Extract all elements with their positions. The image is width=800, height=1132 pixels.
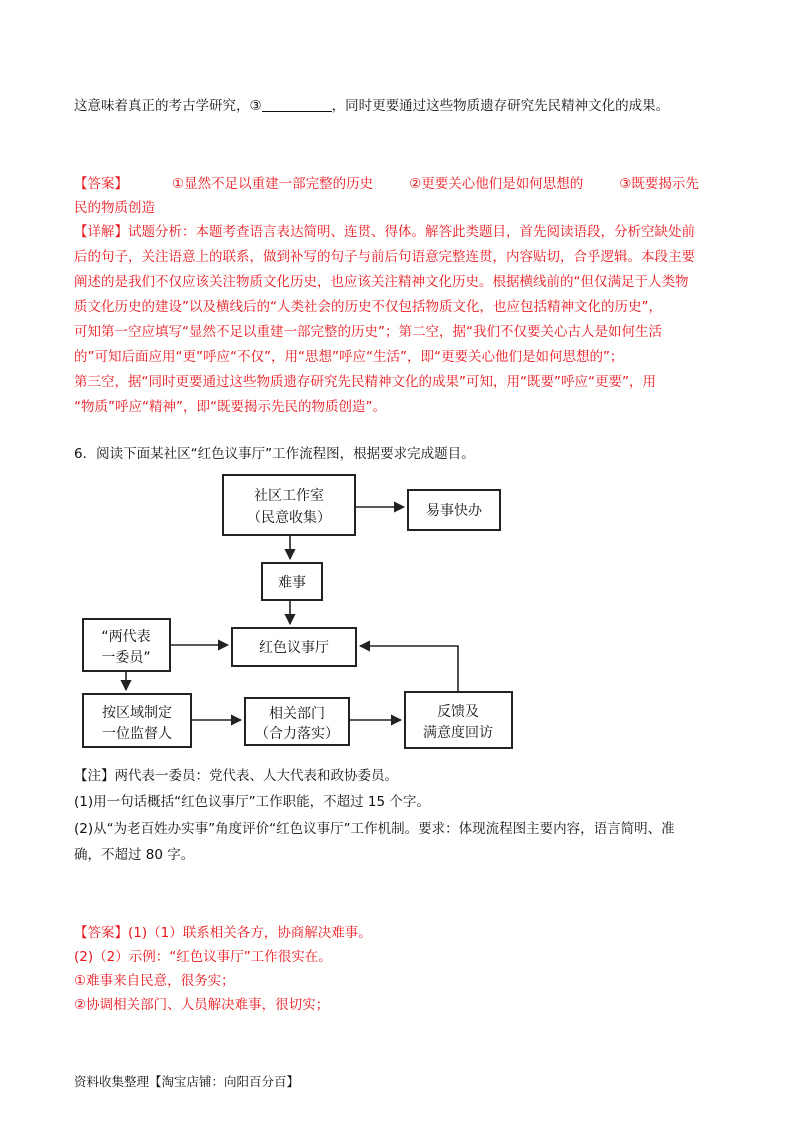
sub-question-1: (1)用一句话概括“红色议事厅”工作职能，不超过 15 个字。 <box>74 794 430 810</box>
dept-label-1: 相关部门 <box>269 706 325 722</box>
detail-line: 后的句子，关注语意上的联系，做到补写的句子与前后句语意完整连贯，内容贴切，合乎逻辑。本段主要 <box>74 249 695 265</box>
intro-prefix: 这意味着真正的考古学研究， <box>74 98 250 114</box>
sub-question-2-line-1: (2)从“为老百姓办实事”角度评价“红色议事厅”工作机制。要求：体现流程图主要内容，语言简明、准 <box>74 821 675 837</box>
blank-marker: ③ <box>249 98 262 114</box>
rep-label-1: “两代表 <box>101 629 151 645</box>
detail-line: “物质”呼应“精神”，即“既要揭示先民的物质创造”。 <box>74 399 386 415</box>
arrow-feedback-to-hall <box>360 646 458 692</box>
supervisor-label-1: 按区域制定 <box>102 705 172 721</box>
supervisor-label-2: 一位监督人 <box>102 726 172 742</box>
answer2-line: ①难事来自民意，很务实； <box>74 973 235 989</box>
answer-label: 【答案】 <box>74 176 128 192</box>
sub-question-2-line-2: 确，不超过 80 字。 <box>74 847 195 863</box>
detail-line: 阐述的是我们不仅应该关注物质文化历史，也应该关注精神文化历史。根据横线前的“但仅满足于人类物 <box>74 274 689 290</box>
answer-line-2: 民的物质创造 <box>74 200 155 216</box>
note: 【注】两代表一委员：党代表、人大代表和政协委员。 <box>74 768 398 784</box>
intro-suffix: ，同时更要通过这些物质遗存研究先民精神文化的成果。 <box>331 98 670 114</box>
answer-item-1: ①显然不足以重建一部完整的历史 <box>172 176 374 192</box>
answer2-line: (2)（2）示例：“红色议事厅”工作很实在。 <box>74 949 332 965</box>
hall-label: 红色议事厅 <box>259 640 329 656</box>
office-label-2: （民意收集） <box>247 510 331 526</box>
dept-label-2: （合力落实） <box>255 726 339 742</box>
question-6: 6．阅读下面某社区“红色议事厅”工作流程图，根据要求完成题目。 <box>74 446 475 462</box>
answer2-line: ②协调相关部门、人员解决难事，很切实； <box>74 997 330 1013</box>
rep-label-2: 一委员” <box>101 650 151 666</box>
detail-line: 第三空，据“同时更要通过这些物质遗存研究先民精神文化的成果”可知，用“既要”呼应“更要”，用 <box>74 374 656 390</box>
answer-item-2: ②更要关心他们是如何思想的 <box>409 176 584 192</box>
box-community-office <box>223 475 355 535</box>
office-label-1: 社区工作室 <box>254 488 324 504</box>
detail-line: 的”可知后面应用“更”呼应“不仅”，用“思想”呼应“生活”，即“更要关心他们是如何思想的”； <box>74 349 624 365</box>
hard-label: 难事 <box>278 575 306 591</box>
footer-source: 资料收集整理【淘宝店铺：向阳百分百】 <box>74 1074 300 1089</box>
answer2-line: 【答案】(1)（1）联系相关各方，协商解决难事。 <box>74 925 372 941</box>
feedback-label-2: 满意度回访 <box>423 725 493 741</box>
feedback-label-1: 反馈及 <box>437 704 479 720</box>
detail-line: 质文化历史的建设”以及横线后的“人类社会的历史不仅包括物质文化，也应包括精神文化的历史”， <box>74 299 662 315</box>
easy-label: 易事快办 <box>426 503 482 519</box>
detail-line: 可知第一空应填写“显然不足以重建一部完整的历史”；第二空，据“我们不仅要关心古人是如何生活 <box>74 324 662 340</box>
answer-item-3: ③既要揭示先 <box>619 176 699 192</box>
detail-line: 【详解】试题分析：本题考查语言表达简明、连贯、得体。解答此类题目，首先阅读语段，分析空缺处前 <box>74 224 695 240</box>
